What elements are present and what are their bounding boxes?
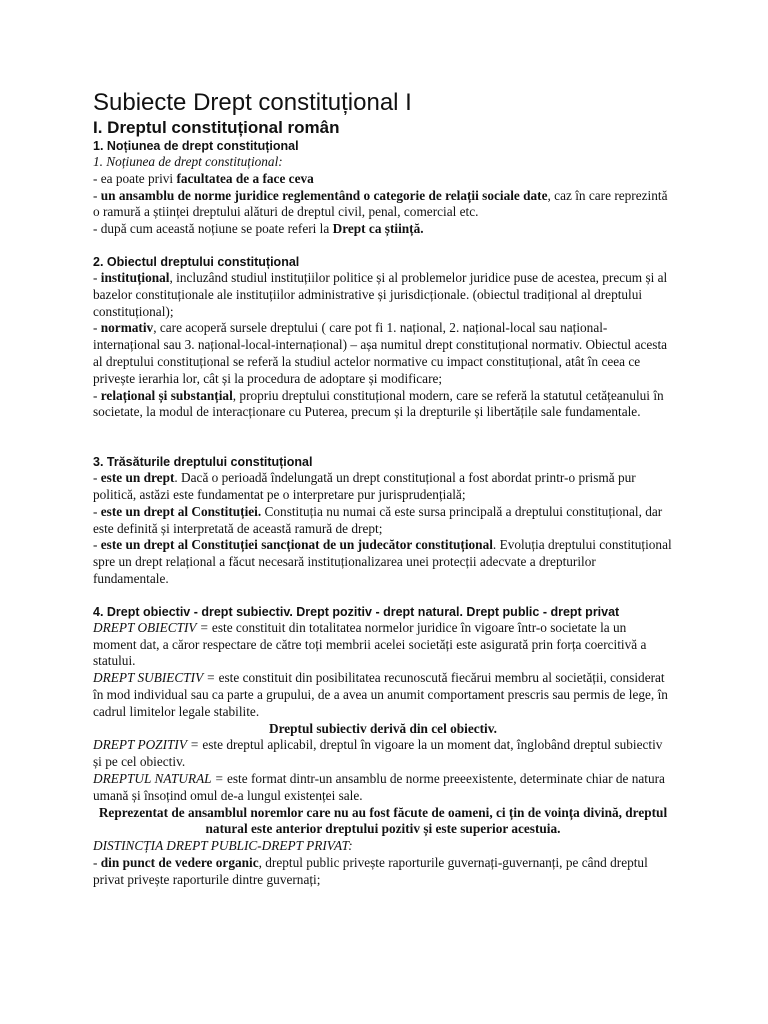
section-4-heading: 4. Drept obiectiv - drept subiectiv. Drept pozitiv - drept natural. Drept public - drept privat: [93, 604, 620, 619]
dreptul-natural-paragraph: DREPTUL NATURAL = este format dintr-un ansamblu de norme preeexistente, determinate chiar de natura umană și însoțind omul de-a lungul existenței sale.: [93, 770, 665, 803]
section-2-paragraph-3: - relațional și substanțial, propriu dreptului constituțional modern, care se referă la statutul cetățeanului în societate, la modul de interacționare cu Puterea, precum și la drepturile și libertățile sale fundamentale.: [93, 387, 664, 420]
section-1-italic-heading: 1. Noțiunea de drept constituțional:: [93, 154, 283, 169]
document-page: [93, 88, 673, 888]
section-3-heading: 3. Trăsăturile dreptului constituțional: [93, 455, 313, 470]
document-title: Subiecte Drept constituțional I: [93, 89, 412, 116]
section-3-paragraph-1: - este un drept. Dacă o perioadă îndelungată un drept constituțional a fost abordat printr-o prismă pur politică, astăzi este fundamentat pe o interpretare pur jurisprudențială;: [93, 470, 636, 502]
section-3-paragraph-3: - este un drept al Constituției sancționat de un judecător constituțional. Evoluția dreptului constituțional spre un drept relațional a făcut necesară instituționalizarea unei protecții adecvate a drepturilor fundamentale.: [93, 537, 672, 586]
section-2-paragraph-2: - normativ, care acoperă sursele dreptului ( care pot fi 1. național, 2. național-local sau național-internațional sau 3. național-local-internațional) – așa numitul drept constituțional normativ. Obiectul acesta al dreptului constituțional se referă la studiul actelor normative cu impact constituțional, atât în ceea ce privește ierarhia lor, cât și la procedura de adoptare și modificare;: [93, 320, 668, 386]
section-1-heading: 1. Noțiunea de drept constituțional: [93, 139, 299, 153]
centered-statement-1: Dreptul subiectiv derivă din cel obiectiv.: [268, 720, 497, 736]
section-1-paragraph-1: - ea poate privi facultatea de a face ceva: [93, 170, 314, 186]
section-2-heading: 2. Obiectul dreptului constituțional: [93, 254, 300, 269]
section-1-paragraph-3: - după cum această noțiune se poate referi la Drept ca știință.: [93, 221, 424, 237]
drept-subiectiv-paragraph: DREPT SUBIECTIV = este constituit din posibilitatea recunoscută fiecărui membru al societății, considerat în mod individual sau ca parte a grupului, de a avea un anumit comportament prescris sau permis de lege, în cadrul limitelor legale stabilite.: [93, 670, 668, 719]
drept-obiectiv-paragraph: DREPT OBIECTIV = este constituit din totalitatea normelor juridice în vigoare într-o societate la un moment dat, a căror respectare de către toți membrii acelei societăți este asigurată prin forța coercitivă a statului.: [93, 619, 647, 669]
drept-pozitiv-paragraph: DREPT POZITIV = este dreptul aplicabil, dreptul în vigoare la un moment dat, înglobând dreptul subiectiv și pe cel obiectiv.: [93, 737, 663, 770]
centered-statement-2: Reprezentat de ansamblul noremlor care nu au fost făcute de oameni, ci țin de voința divină, dreptul natural este anterior dreptului pozitiv și este superior acestuia.: [98, 804, 668, 837]
organic-paragraph: - din punct de vedere organic, dreptul public privește raporturile guvernați-guvernanți, pe când dreptul privat privește raporturile dintre guvernați;: [93, 854, 648, 887]
chapter-heading: I. Dreptul constituțional român: [93, 118, 340, 137]
section-3-paragraph-2: - este un drept al Constituției. Constituția nu numai că este sursa principală a dreptului constituțional, dar este definită și interpretată de această ramură de drept;: [93, 503, 663, 536]
section-2-paragraph-1: - instituțional, incluzând studiul instituțiilor politice și al problemelor juridice puse de acestea, precum și al bazelor constituționale ale instituțiilor administrative și jurisdicționale. (obiectul tradițional al dreptului constituțional);: [93, 269, 668, 319]
section-1-paragraph-2: - un ansamblu de norme juridice reglementând o categorie de relații sociale date, caz în care reprezintă o ramură a științei dreptului alături de dreptul civil, penal, comercial etc.: [93, 187, 668, 220]
distinctia-heading: DISTINCȚIA DREPT PUBLIC-DREPT PRIVAT:: [93, 838, 353, 854]
